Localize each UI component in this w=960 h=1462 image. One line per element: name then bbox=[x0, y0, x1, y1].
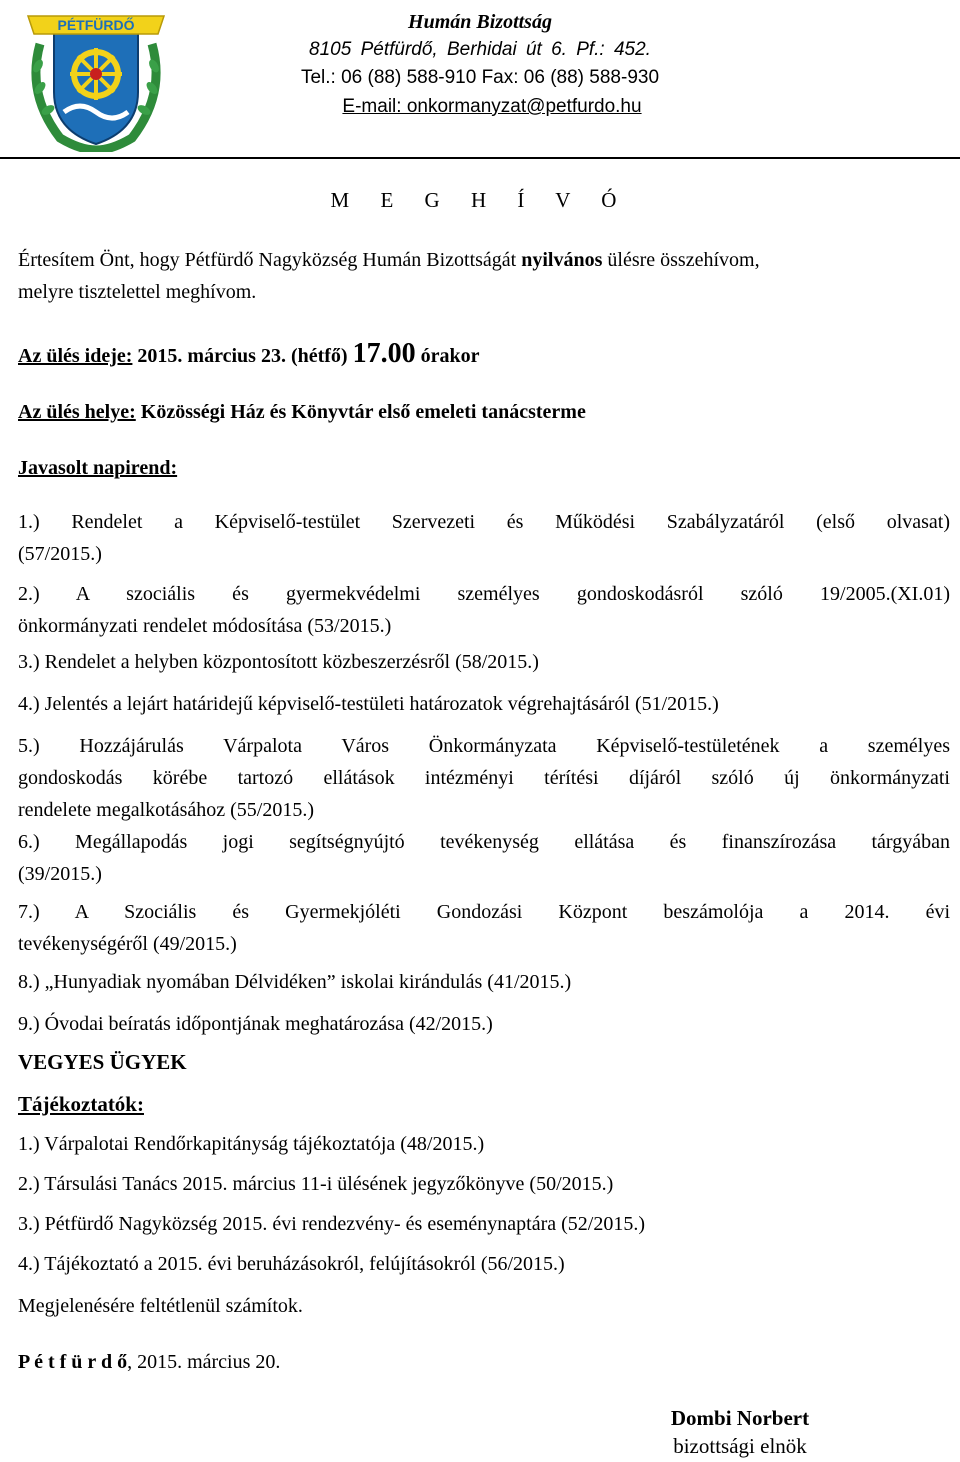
header-divider bbox=[0, 157, 960, 159]
town-name: P é t f ü r d ő bbox=[18, 1351, 128, 1373]
info-item: 3.) Pétfürdő Nagyközség 2015. évi rendezvény- és eseménynaptára (52/2015.) bbox=[18, 1213, 646, 1235]
agenda-item bbox=[18, 506, 950, 570]
address-line: 8105 Pétfürdő, Berhidai út 6. Pf.: 452. bbox=[309, 39, 651, 60]
time-hour: 17.00 bbox=[352, 338, 416, 369]
intro-line-2: melyre tisztelettel meghívom. bbox=[18, 281, 257, 303]
closing-sentence: Megjelenésére feltétlenül számítok. bbox=[18, 1295, 303, 1317]
place-value: Közösségi Ház és Könyvtár első emeleti tanácsterme bbox=[135, 401, 586, 423]
intro-text-2: ülésre összehívom, bbox=[602, 249, 760, 271]
meeting-time bbox=[18, 336, 950, 374]
misc-heading: VEGYES ÜGYEK bbox=[18, 1050, 187, 1074]
agenda-item bbox=[18, 966, 950, 998]
agenda-item bbox=[18, 646, 950, 678]
logo-banner-text: PÉTFÜRDŐ bbox=[57, 17, 135, 33]
agenda-item-line: 4.) Jelentés a lejárt határidejű képviselő-testületi határozatok végrehajtásáról (51/2015.) bbox=[18, 693, 719, 715]
agenda-item bbox=[18, 1008, 950, 1040]
signatory-role: bizottsági elnök bbox=[673, 1434, 807, 1458]
info-item: 4.) Tájékoztató a 2015. évi beruházásokról, felújításokról (56/2015.) bbox=[18, 1253, 565, 1275]
agenda-item-line: (39/2015.) bbox=[18, 863, 102, 885]
agenda-item-line: rendelete megalkotásához (55/2015.) bbox=[18, 799, 314, 821]
agenda-item-line: önkormányzati rendelet módosítása (53/2015.) bbox=[18, 615, 392, 637]
agenda-item-line: 1.) Rendelet a Képviselő-testület Szervezeti és Működési Szabályzatáról (első olvasat) bbox=[18, 511, 950, 533]
agenda-item-line: 5.) Hozzájárulás Várpalota Város Önkormányzata Képviselő-testületének a személyes bbox=[18, 735, 950, 757]
agenda-item-line: tevékenységéről (49/2015.) bbox=[18, 933, 237, 955]
agenda-item bbox=[18, 730, 950, 826]
agenda-item-line: gondoskodás körébe tartozó ellátások intézményi térítési díjáról szóló új önkormányzati bbox=[18, 767, 950, 789]
coat-of-arms-logo bbox=[20, 4, 172, 152]
time-date: 2015. március 23. (hétfő) bbox=[132, 345, 353, 367]
signatory-name: Dombi Norbert bbox=[670, 1406, 810, 1430]
agenda-item-line: 7.) A Szociális és Gyermekjóléti Gondozási Központ beszámolója a 2014. évi bbox=[18, 901, 950, 923]
agenda-item-line: 3.) Rendelet a helyben központosított közbeszerzésről (58/2015.) bbox=[18, 651, 539, 673]
info-item: 1.) Várpalotai Rendőrkapitányság tájékoztatója (48/2015.) bbox=[18, 1133, 485, 1155]
agenda-item-line: 6.) Megállapodás jogi segítségnyújtó tevékenység ellátása és finanszírozása tárgyában bbox=[18, 831, 950, 853]
time-label: Az ülés ideje: bbox=[18, 345, 133, 367]
agenda-item bbox=[18, 578, 950, 642]
organization-name: Humán Bizottság bbox=[408, 11, 552, 33]
intro-text-1: Értesítem Önt, hogy Pétfürdő Nagyközség Humán Bizottságát bbox=[18, 249, 522, 271]
signing-date: , 2015. március 20. bbox=[127, 1351, 281, 1373]
agenda-item bbox=[18, 688, 950, 720]
place-date-line bbox=[18, 1346, 950, 1378]
place-label: Az ülés helye: bbox=[18, 401, 136, 423]
info-label: Tájékoztatók: bbox=[18, 1092, 144, 1116]
agenda-item-line: 8.) „Hunyadiak nyomában Délvidéken” iskolai kirándulás (41/2015.) bbox=[18, 971, 572, 993]
agenda-item-line: (57/2015.) bbox=[18, 543, 102, 565]
info-item: 2.) Társulási Tanács 2015. március 11-i ülésének jegyzőkönyve (50/2015.) bbox=[18, 1173, 614, 1195]
phone-fax-line: Tel.: 06 (88) 588-910 Fax: 06 (88) 588-930 bbox=[300, 67, 660, 88]
meeting-place bbox=[18, 396, 950, 428]
letterhead bbox=[200, 8, 760, 121]
agenda-item bbox=[18, 896, 950, 960]
intro-bold: nyilvános bbox=[521, 249, 603, 271]
agenda-item-line: 2.) A szociális és gyermekvédelmi személyes gondoskodásról szóló 19/2005.(XI.01) bbox=[18, 583, 950, 605]
document-title: M E G H Í V Ó bbox=[330, 188, 630, 212]
agenda-label: Javasolt napirend: bbox=[18, 457, 178, 479]
time-suffix: órakor bbox=[415, 345, 480, 367]
agenda-item bbox=[18, 826, 950, 890]
agenda-item-line: 9.) Óvodai beíratás időpontjának meghatározása (42/2015.) bbox=[18, 1013, 493, 1035]
intro-paragraph bbox=[18, 244, 950, 308]
email-link[interactable]: E-mail: onkormanyzat@petfurdo.hu bbox=[342, 96, 642, 117]
